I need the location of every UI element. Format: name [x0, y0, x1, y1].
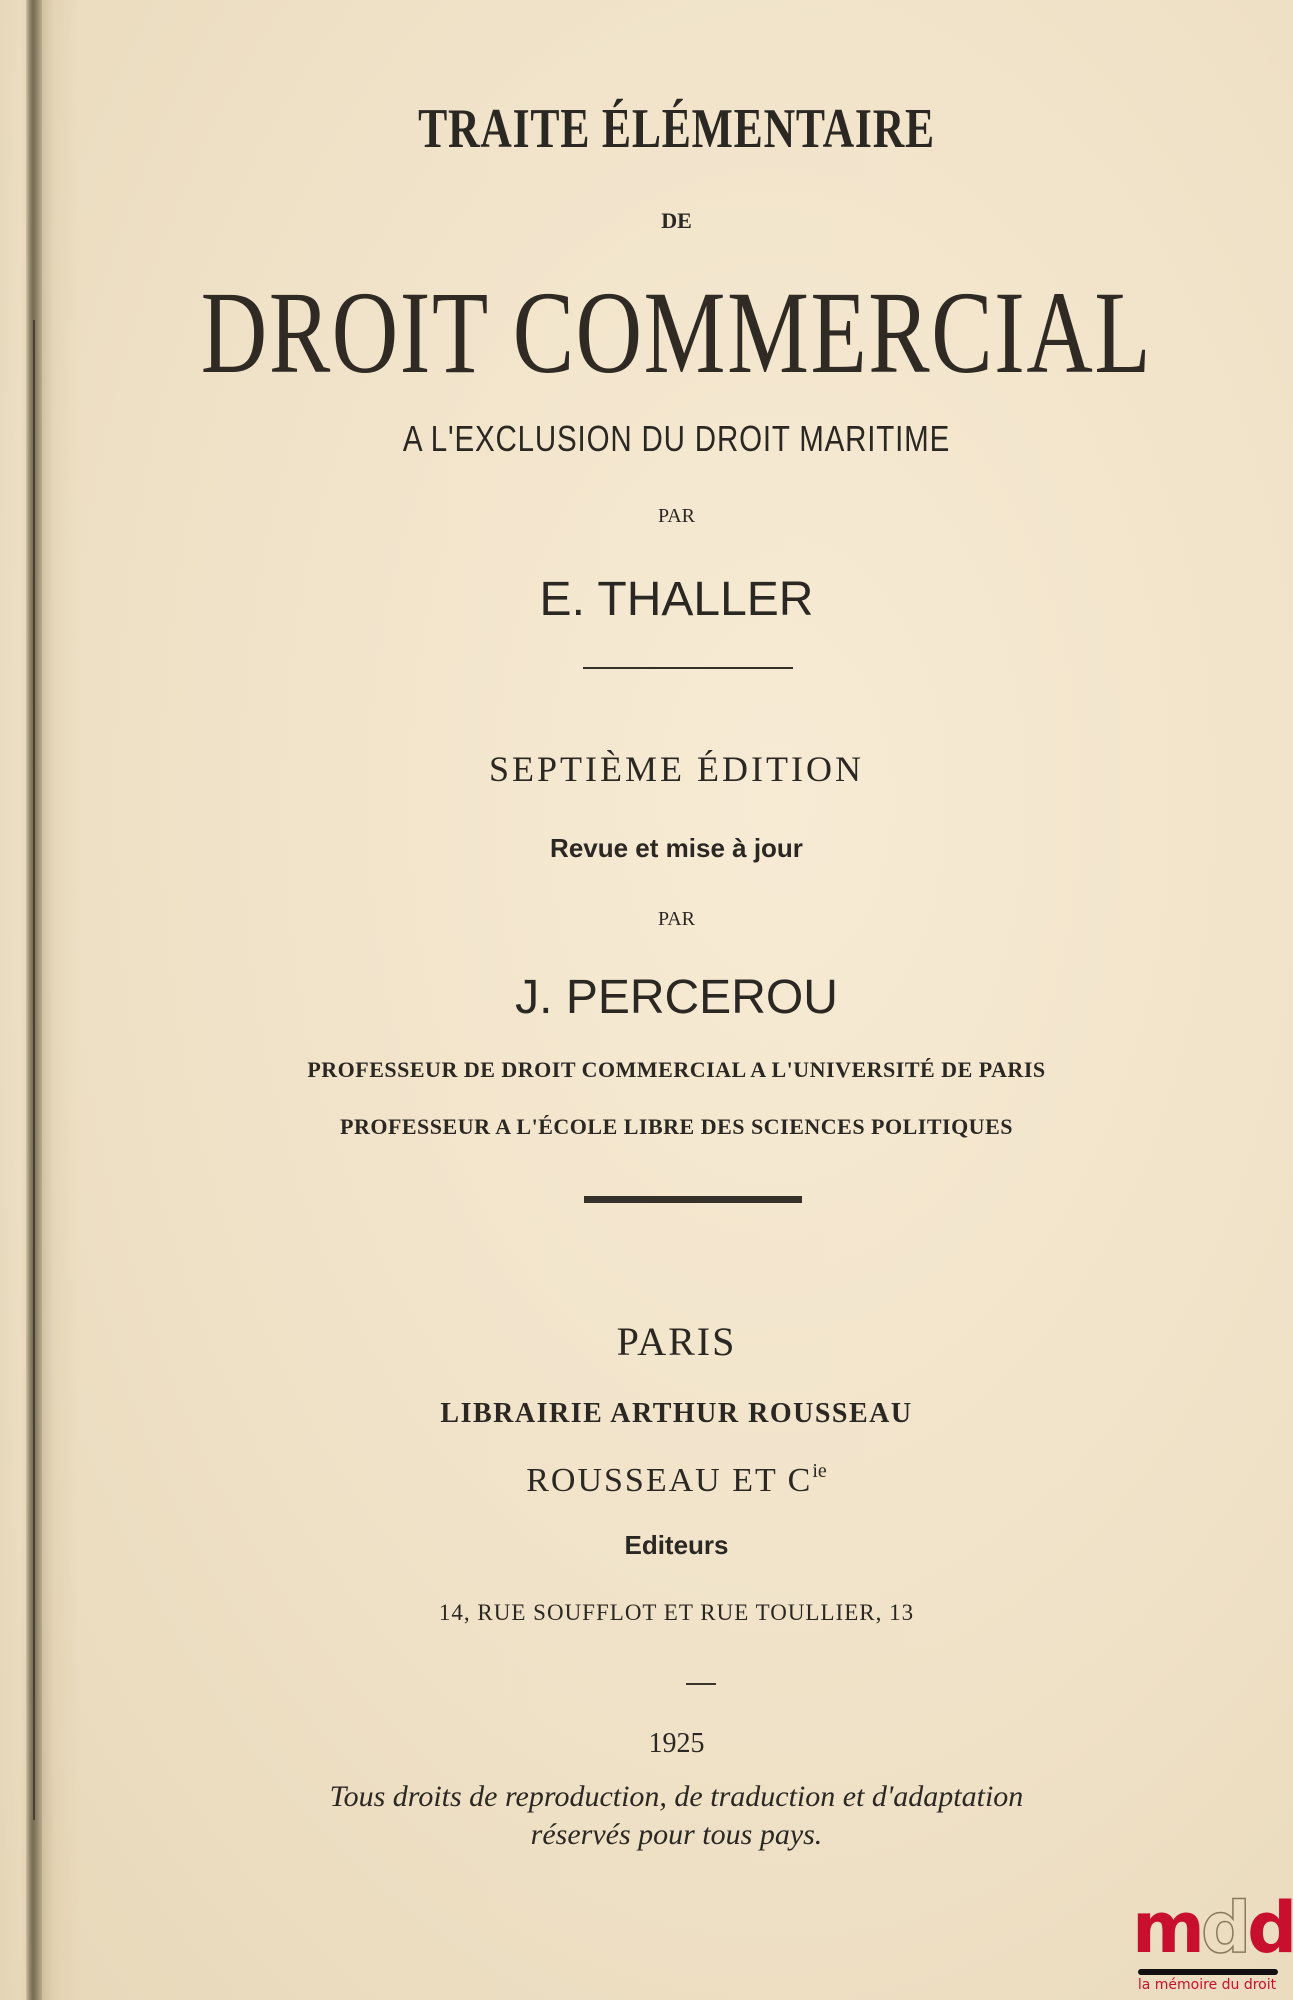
by-label-author: PAR: [657, 505, 696, 527]
imprint-role: Editeurs: [624, 1530, 729, 1560]
rights-notice-line-2: réservés pour tous pays.: [530, 1818, 823, 1851]
divider-thin: [583, 667, 793, 669]
mdd-watermark-logo: [1132, 1887, 1293, 1993]
logo-underline-bar: [1138, 1969, 1278, 1975]
company-suffix: ie: [812, 1460, 827, 1482]
logo-tagline: la mémoire du droit: [1137, 1977, 1277, 1993]
main-title: DROIT COMMERCIAL: [200, 267, 1153, 398]
company-name: ROUSSEAU ET C: [526, 1462, 813, 1499]
edition-label: SEPTIÈME ÉDITION: [489, 749, 864, 789]
reviser-title-1: PROFESSEUR DE DROIT COMMERCIAL A L'UNIVERSITÉ DE PARIS: [307, 1057, 1046, 1082]
author-name: E. THALLER: [539, 573, 814, 626]
rights-notice-line-1: Tous droits de reproduction, de traduction et d'adaptation: [329, 1780, 1024, 1813]
divider-thick: [584, 1196, 802, 1203]
reviser-name: J. PERCEROU: [515, 971, 838, 1024]
mdd-logo-icon: mdd: [1132, 1887, 1293, 1969]
imprint-year: 1925: [648, 1728, 705, 1759]
imprint-address: 14, RUE SOUFFLOT ET RUE TOULLIER, 13: [438, 1600, 915, 1625]
book-spine-crease: [33, 320, 35, 1820]
imprint-publisher: LIBRAIRIE ARTHUR ROUSSEAU: [440, 1398, 913, 1429]
title-connector: DE: [661, 208, 692, 233]
reviser-title-2: PROFESSEUR A L'ÉCOLE LIBRE DES SCIENCES POLITIQUES: [340, 1114, 1013, 1139]
subtitle: A L'EXCLUSION DU DROIT MARITIME: [402, 418, 951, 459]
imprint-city: PARIS: [616, 1319, 737, 1364]
imprint-company: [60, 1460, 1293, 1500]
title-line-1: TRAITE ÉLÉMENTAIRE: [418, 98, 935, 160]
divider-dash: [686, 1683, 716, 1685]
revision-note: Revue et mise à jour: [550, 833, 803, 863]
by-label-reviser: PAR: [657, 908, 696, 930]
